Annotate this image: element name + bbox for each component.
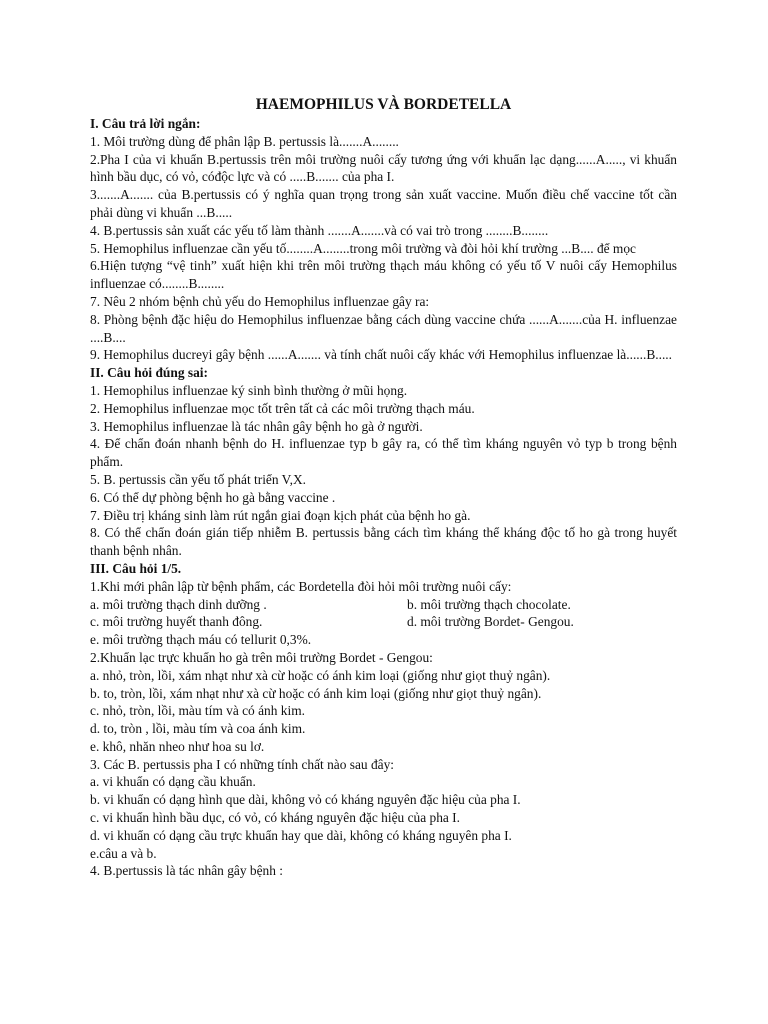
mcq-stem: 4. B.pertussis là tác nhân gây bệnh :	[90, 863, 284, 879]
mcq-option-row	[90, 613, 677, 631]
mcq-option-row	[90, 596, 677, 614]
document-page	[90, 96, 677, 880]
question-item: 5. Hemophilus influenzae cần yếu tố........A........trong môi trường và đòi hỏi khí trường ...B.... để mọc	[90, 240, 636, 256]
mcq-option: e. môi trường thạch máu có tellurit 0,3%.	[90, 632, 312, 648]
mcq-stem: 2.Khuẩn lạc trực khuẩn ho gà trên môi trường Bordet - Gengou:	[90, 649, 433, 665]
mcq-option: d. vi khuẩn có dạng cầu trực khuẩn hay que dài, không có kháng nguyên pha I.	[90, 827, 512, 843]
document-title: HAEMOPHILUS VÀ BORDETELLA	[255, 96, 512, 113]
question-item: 3.......A....... của B.pertussis có ý nghĩa quan trọng trong sản xuất vaccine. Muốn điều chế vaccine tốt cần phải dùng vi khuẩn ...B.....	[90, 187, 677, 220]
mcq-option: a. môi trường thạch dinh dưỡng .	[90, 596, 267, 612]
question-item: 1. Môi trường dùng để phân lập B. pertussis là.......A........	[90, 133, 399, 149]
statement-item: 8. Có thể chẩn đoán gián tiếp nhiễm B. pertussis bằng cách tìm kháng thể kháng độc tố ho gà trong huyết thanh bệnh nhân.	[90, 525, 677, 559]
statement-item: 5. B. pertussis cần yếu tố phát triển V,X.	[90, 471, 306, 487]
question-item: 9. Hemophilus ducreyi gây bệnh ......A....... và tính chất nuôi cấy khác với Hemophilus influenzae là......B.....	[90, 347, 673, 363]
mcq-option: c. môi trường huyết thanh đông.	[90, 614, 263, 630]
mcq-stem: 1.Khi mới phân lập từ bệnh phẩm, các Bordetella đòi hỏi môi trường nuôi cấy:	[90, 578, 512, 594]
mcq-option: c. vi khuẩn hình bầu dục, có vỏ, có kháng nguyên đặc hiệu của pha I.	[90, 810, 460, 826]
question-item: 2.Pha I của vi khuẩn B.pertussis trên môi trường nuôi cấy tương ứng với khuẩn lạc dạng......A....., vi khuẩn hình bầu dục, có vỏ, cóđộc lực và có .....B....... của pha I.	[90, 151, 677, 185]
mcq-stem: 3. Các B. pertussis pha I có những tính chất nào sau đây:	[90, 756, 395, 772]
question-item: 7. Nêu 2 nhóm bệnh chủ yếu do Hemophilus influenzae gây ra:	[90, 293, 430, 309]
mcq-option: e.câu a và b.	[90, 845, 157, 861]
section-heading-true-false: II. Câu hỏi đúng sai:	[90, 365, 208, 381]
statement-item: 6. Có thể dự phòng bệnh ho gà bằng vaccine .	[90, 489, 336, 505]
mcq-option: e. khô, nhăn nheo như hoa su lơ.	[90, 738, 265, 754]
statement-item: 3. Hemophilus influenzae là tác nhân gây bệnh ho gà ở người.	[90, 418, 423, 434]
mcq-option: c. nhỏ, tròn, lồi, màu tím và có ánh kim.	[90, 703, 305, 719]
statement-item: 7. Điều trị kháng sinh làm rút ngắn giai đoạn kịch phát của bệnh ho gà.	[90, 507, 471, 523]
mcq-option: a. vi khuẩn có dạng cầu khuẩn.	[90, 774, 256, 790]
mcq-option: b. to, tròn, lồi, xám nhạt như xà cừ hoặc có ánh kim loại (giống như giọt thuỷ ngân).	[90, 685, 542, 701]
question-item: 6.Hiện tượng “vệ tinh” xuất hiện khi trên môi trường thạch máu không có yếu tố V nuôi cấy Hemophilus influenzae có........B........	[90, 258, 677, 292]
section-heading-short-answer: I. Câu trả lời ngắn:	[90, 116, 201, 131]
mcq-option: b. vi khuẩn có dạng hình que dài, không vỏ có kháng nguyên đặc hiệu của pha I.	[90, 792, 521, 808]
section-heading-multiple-choice: III. Câu hỏi 1/5.	[90, 560, 182, 576]
mcq-option: d. môi trường Bordet- Gengou.	[407, 614, 574, 630]
mcq-option: b. môi trường thạch chocolate.	[407, 596, 571, 612]
question-item: 8. Phòng bệnh đặc hiệu do Hemophilus influenzae bằng cách dùng vaccine chứa ......A.......của H. influenzae ....B....	[90, 311, 677, 345]
statement-item: 4. Để chẩn đoán nhanh bệnh do H. influenzae typ b gây ra, có thể tìm kháng nguyên vỏ typ b trong bệnh phẩm.	[90, 436, 677, 470]
mcq-option: d. to, tròn , lồi, màu tím và coa ánh kim.	[90, 721, 306, 737]
statement-item: 2. Hemophilus influenzae mọc tốt trên tất cả các môi trường thạch máu.	[90, 400, 475, 416]
question-item: 4. B.pertussis sản xuất các yếu tố làm thành .......A.......và có vai trò trong ........B........	[90, 222, 549, 238]
statement-item: 1. Hemophilus influenzae ký sinh bình thường ở mũi họng.	[90, 382, 408, 398]
mcq-option: a. nhỏ, tròn, lồi, xám nhạt như xà cừ hoặc có ánh kim loại (giống như giọt thuỷ ngân).	[90, 667, 551, 683]
